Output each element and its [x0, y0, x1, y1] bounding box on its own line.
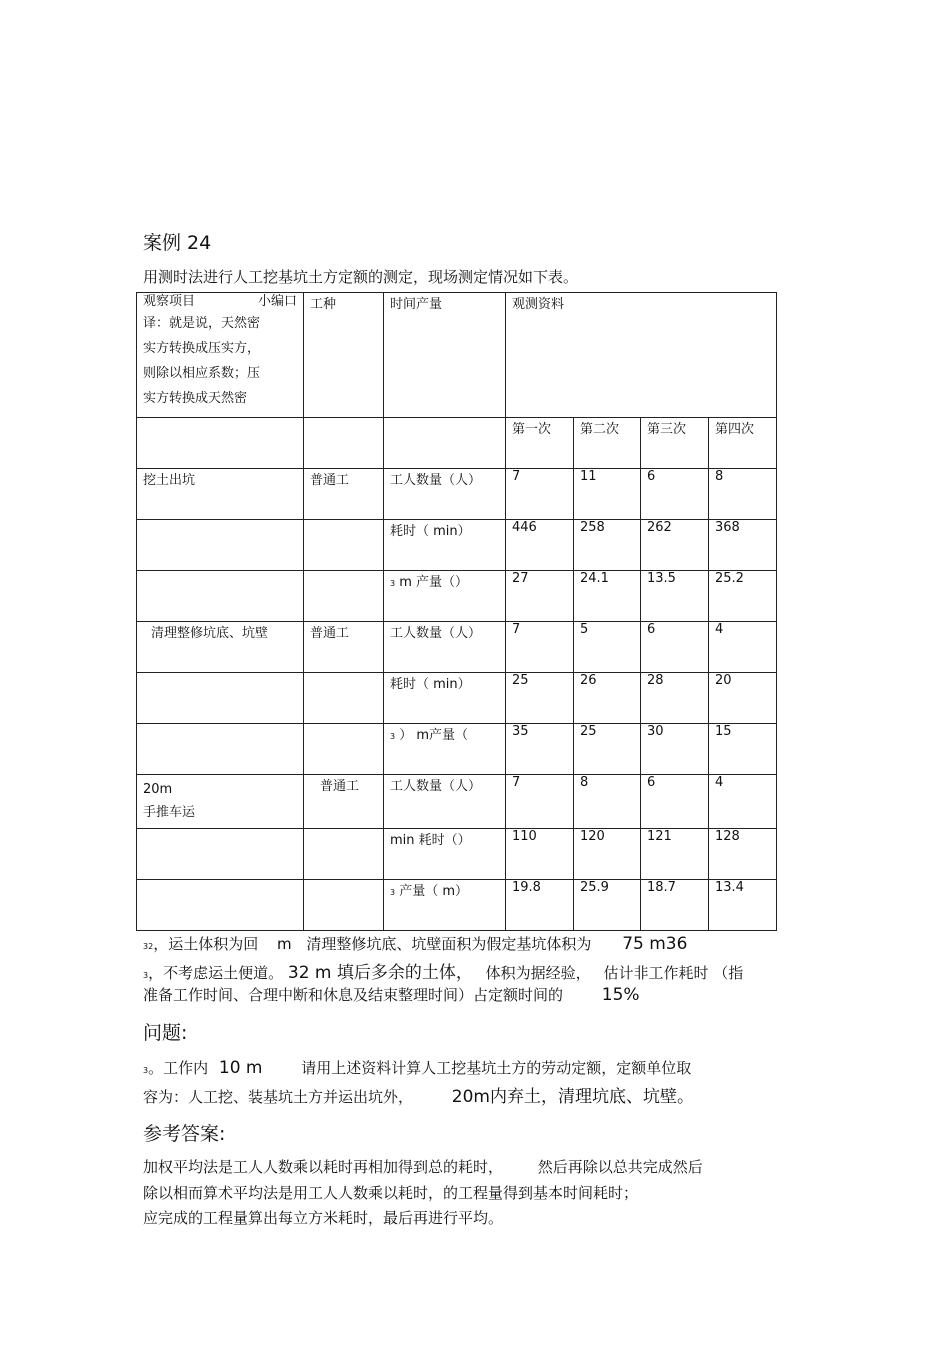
row-value: 25.9 [574, 880, 641, 931]
metric-label: 产量（ m） [399, 884, 469, 899]
question-line-1 [143, 1057, 691, 1078]
row-item: 挖土出坑 [137, 469, 304, 520]
answer-text: 然后再除以总共完成然后 [537, 1158, 703, 1176]
row-worker [304, 724, 384, 775]
row-metric: 耗时（ min） [384, 673, 506, 724]
row-metric: 工人数量（人） [384, 622, 506, 673]
table-row [137, 469, 777, 520]
row-value: 15 [709, 724, 777, 775]
row-metric [384, 880, 506, 931]
row-value: 20 [709, 673, 777, 724]
metric-superscript: 3 [390, 732, 396, 741]
row-item [137, 520, 304, 571]
row-value: 28 [641, 673, 709, 724]
row-value: 7 [506, 775, 574, 829]
row-value: 7 [506, 622, 574, 673]
answer-line-1 [143, 1156, 703, 1177]
question-heading: 问题: [143, 1022, 188, 1044]
note-superscript: 32 [143, 942, 154, 951]
header-cell-metric: 时间产量 [384, 293, 506, 418]
table-row [137, 673, 777, 724]
note-line-3 [143, 984, 640, 1005]
question-value: 20m内弃土，清理坑底、坑壁。 [451, 1087, 694, 1107]
table-row [137, 571, 777, 622]
table-row [137, 880, 777, 931]
row-value: 262 [641, 520, 709, 571]
row-value: 110 [506, 829, 574, 880]
observation-table [136, 292, 777, 931]
metric-superscript: 3 [390, 888, 396, 897]
row-value: 8 [709, 469, 777, 520]
intro-text: 用测时法进行人工挖基坑土方定额的测定，现场测定情况如下表。 [143, 268, 579, 286]
table-row [137, 520, 777, 571]
row-item [137, 724, 304, 775]
header-note-line: 实方转换成天然密 [143, 391, 248, 406]
note-text: 清理整修坑底、坑壁面积为假定基坑体积为 [306, 935, 592, 953]
answer-text: 加权平均法是工人人数乘以耗时再相加得到总的耗时， [143, 1158, 504, 1176]
row-value: 120 [574, 829, 641, 880]
table-cell [384, 418, 506, 469]
row-worker: 普通工 [304, 622, 384, 673]
note-text: 体积为据经验， [485, 964, 591, 982]
row-value: 13.5 [641, 571, 709, 622]
row-value: 19.8 [506, 880, 574, 931]
metric-label: m 产量（） [399, 575, 469, 590]
note-text: ，运土体积为回 [153, 935, 259, 953]
question-line-2 [143, 1082, 694, 1107]
row-item: 清理整修坑底、坑壁 [137, 622, 304, 673]
header-note-line: 实方转换成压实方， [143, 341, 261, 356]
header-note-line: 则除以相应系数；压 [143, 366, 261, 381]
row-value: 258 [574, 520, 641, 571]
answer-line-3: 应完成的工程量算出每立方米耗时，最后再进行平均。 [143, 1209, 504, 1227]
table-row [137, 775, 777, 829]
subheader-cell: 第三次 [641, 418, 709, 469]
row-value: 4 [709, 622, 777, 673]
row-value: 4 [709, 775, 777, 829]
header-cell-item [137, 293, 304, 418]
row-worker [304, 673, 384, 724]
header-cell-worker: 工种 [304, 293, 384, 418]
row-metric: 耗时（ min） [384, 520, 506, 571]
row-worker [304, 571, 384, 622]
row-worker [304, 880, 384, 931]
row-item [137, 775, 304, 829]
row-value: 5 [574, 622, 641, 673]
table-cell [137, 418, 304, 469]
row-value: 11 [574, 469, 641, 520]
row-item [137, 829, 304, 880]
question-text: 容为：人工挖、装基坑土方并运出坑外， [143, 1088, 414, 1106]
row-value: 8 [574, 775, 641, 829]
header-note-line: 译：就是说，天然密 [143, 316, 261, 331]
row-worker: 普通工 [304, 469, 384, 520]
row-value: 6 [641, 469, 709, 520]
question-text: 。工作内 [148, 1059, 209, 1077]
note-text: m [276, 935, 292, 953]
row-value: 446 [506, 520, 574, 571]
row-worker [304, 829, 384, 880]
metric-label: ） m产量（ [399, 728, 469, 743]
row-metric: min 耗时（） [384, 829, 506, 880]
subheader-cell: 第一次 [506, 418, 574, 469]
table-cell [304, 418, 384, 469]
row-value: 6 [641, 622, 709, 673]
table-subheader-row [137, 418, 777, 469]
row-value: 128 [709, 829, 777, 880]
row-worker [304, 520, 384, 571]
note-text: ，不考虑运土便道。 [148, 964, 284, 982]
row-item-line: 手推车运 [143, 805, 196, 820]
table-header-row [137, 293, 777, 418]
row-value: 25 [506, 673, 574, 724]
note-text: 估计非工作耗时 （指 [603, 964, 744, 982]
row-item [137, 571, 304, 622]
question-value: 10 m [218, 1058, 263, 1078]
note-line-1 [143, 933, 687, 954]
metric-superscript: 3 [390, 579, 396, 588]
row-value: 6 [641, 775, 709, 829]
row-item [137, 673, 304, 724]
row-item-line: 20m [143, 782, 173, 797]
header-note-right: 小编口 [257, 294, 297, 309]
subheader-cell: 第二次 [574, 418, 641, 469]
row-metric: 工人数量（人） [384, 469, 506, 520]
table-row [137, 829, 777, 880]
table-row [137, 724, 777, 775]
table-row [137, 622, 777, 673]
row-value: 18.7 [641, 880, 709, 931]
row-value: 24.1 [574, 571, 641, 622]
question-text: 请用上述资料计算人工挖基坑土方的劳动定额，定额单位取 [301, 1059, 692, 1077]
row-metric [384, 571, 506, 622]
note-value: 75 m36 [622, 934, 688, 954]
row-value: 35 [506, 724, 574, 775]
question-superscript: 3 [143, 1066, 149, 1075]
note-text: 准备工作时间、合理中断和休息及结束整理时间）占定额时间的 [143, 986, 564, 1004]
note-value: 15% [601, 985, 640, 1005]
row-value: 7 [506, 469, 574, 520]
row-metric [384, 724, 506, 775]
row-value: 13.4 [709, 880, 777, 931]
row-value: 30 [641, 724, 709, 775]
case-title: 案例 24 [143, 232, 212, 254]
note-superscript: 3 [143, 971, 149, 980]
header-cell-observations: 观测资料 [506, 293, 777, 418]
row-metric: 工人数量（人） [384, 775, 506, 829]
row-value: 27 [506, 571, 574, 622]
row-value: 368 [709, 520, 777, 571]
answer-line-2: 除以相而算术平均法是用工人人数乘以耗时，的工程量得到基本时间耗时； [143, 1184, 639, 1202]
note-value: 32 m 填后多余的土体， [287, 963, 473, 983]
answer-heading: 参考答案: [143, 1123, 226, 1145]
row-worker: 普通工 [304, 775, 384, 829]
note-line-2 [143, 958, 743, 983]
subheader-cell: 第四次 [709, 418, 777, 469]
row-value: 26 [574, 673, 641, 724]
row-item [137, 880, 304, 931]
row-value: 121 [641, 829, 709, 880]
row-value: 25.2 [709, 571, 777, 622]
row-value: 25 [574, 724, 641, 775]
header-label-item: 观察项目 [143, 294, 196, 309]
